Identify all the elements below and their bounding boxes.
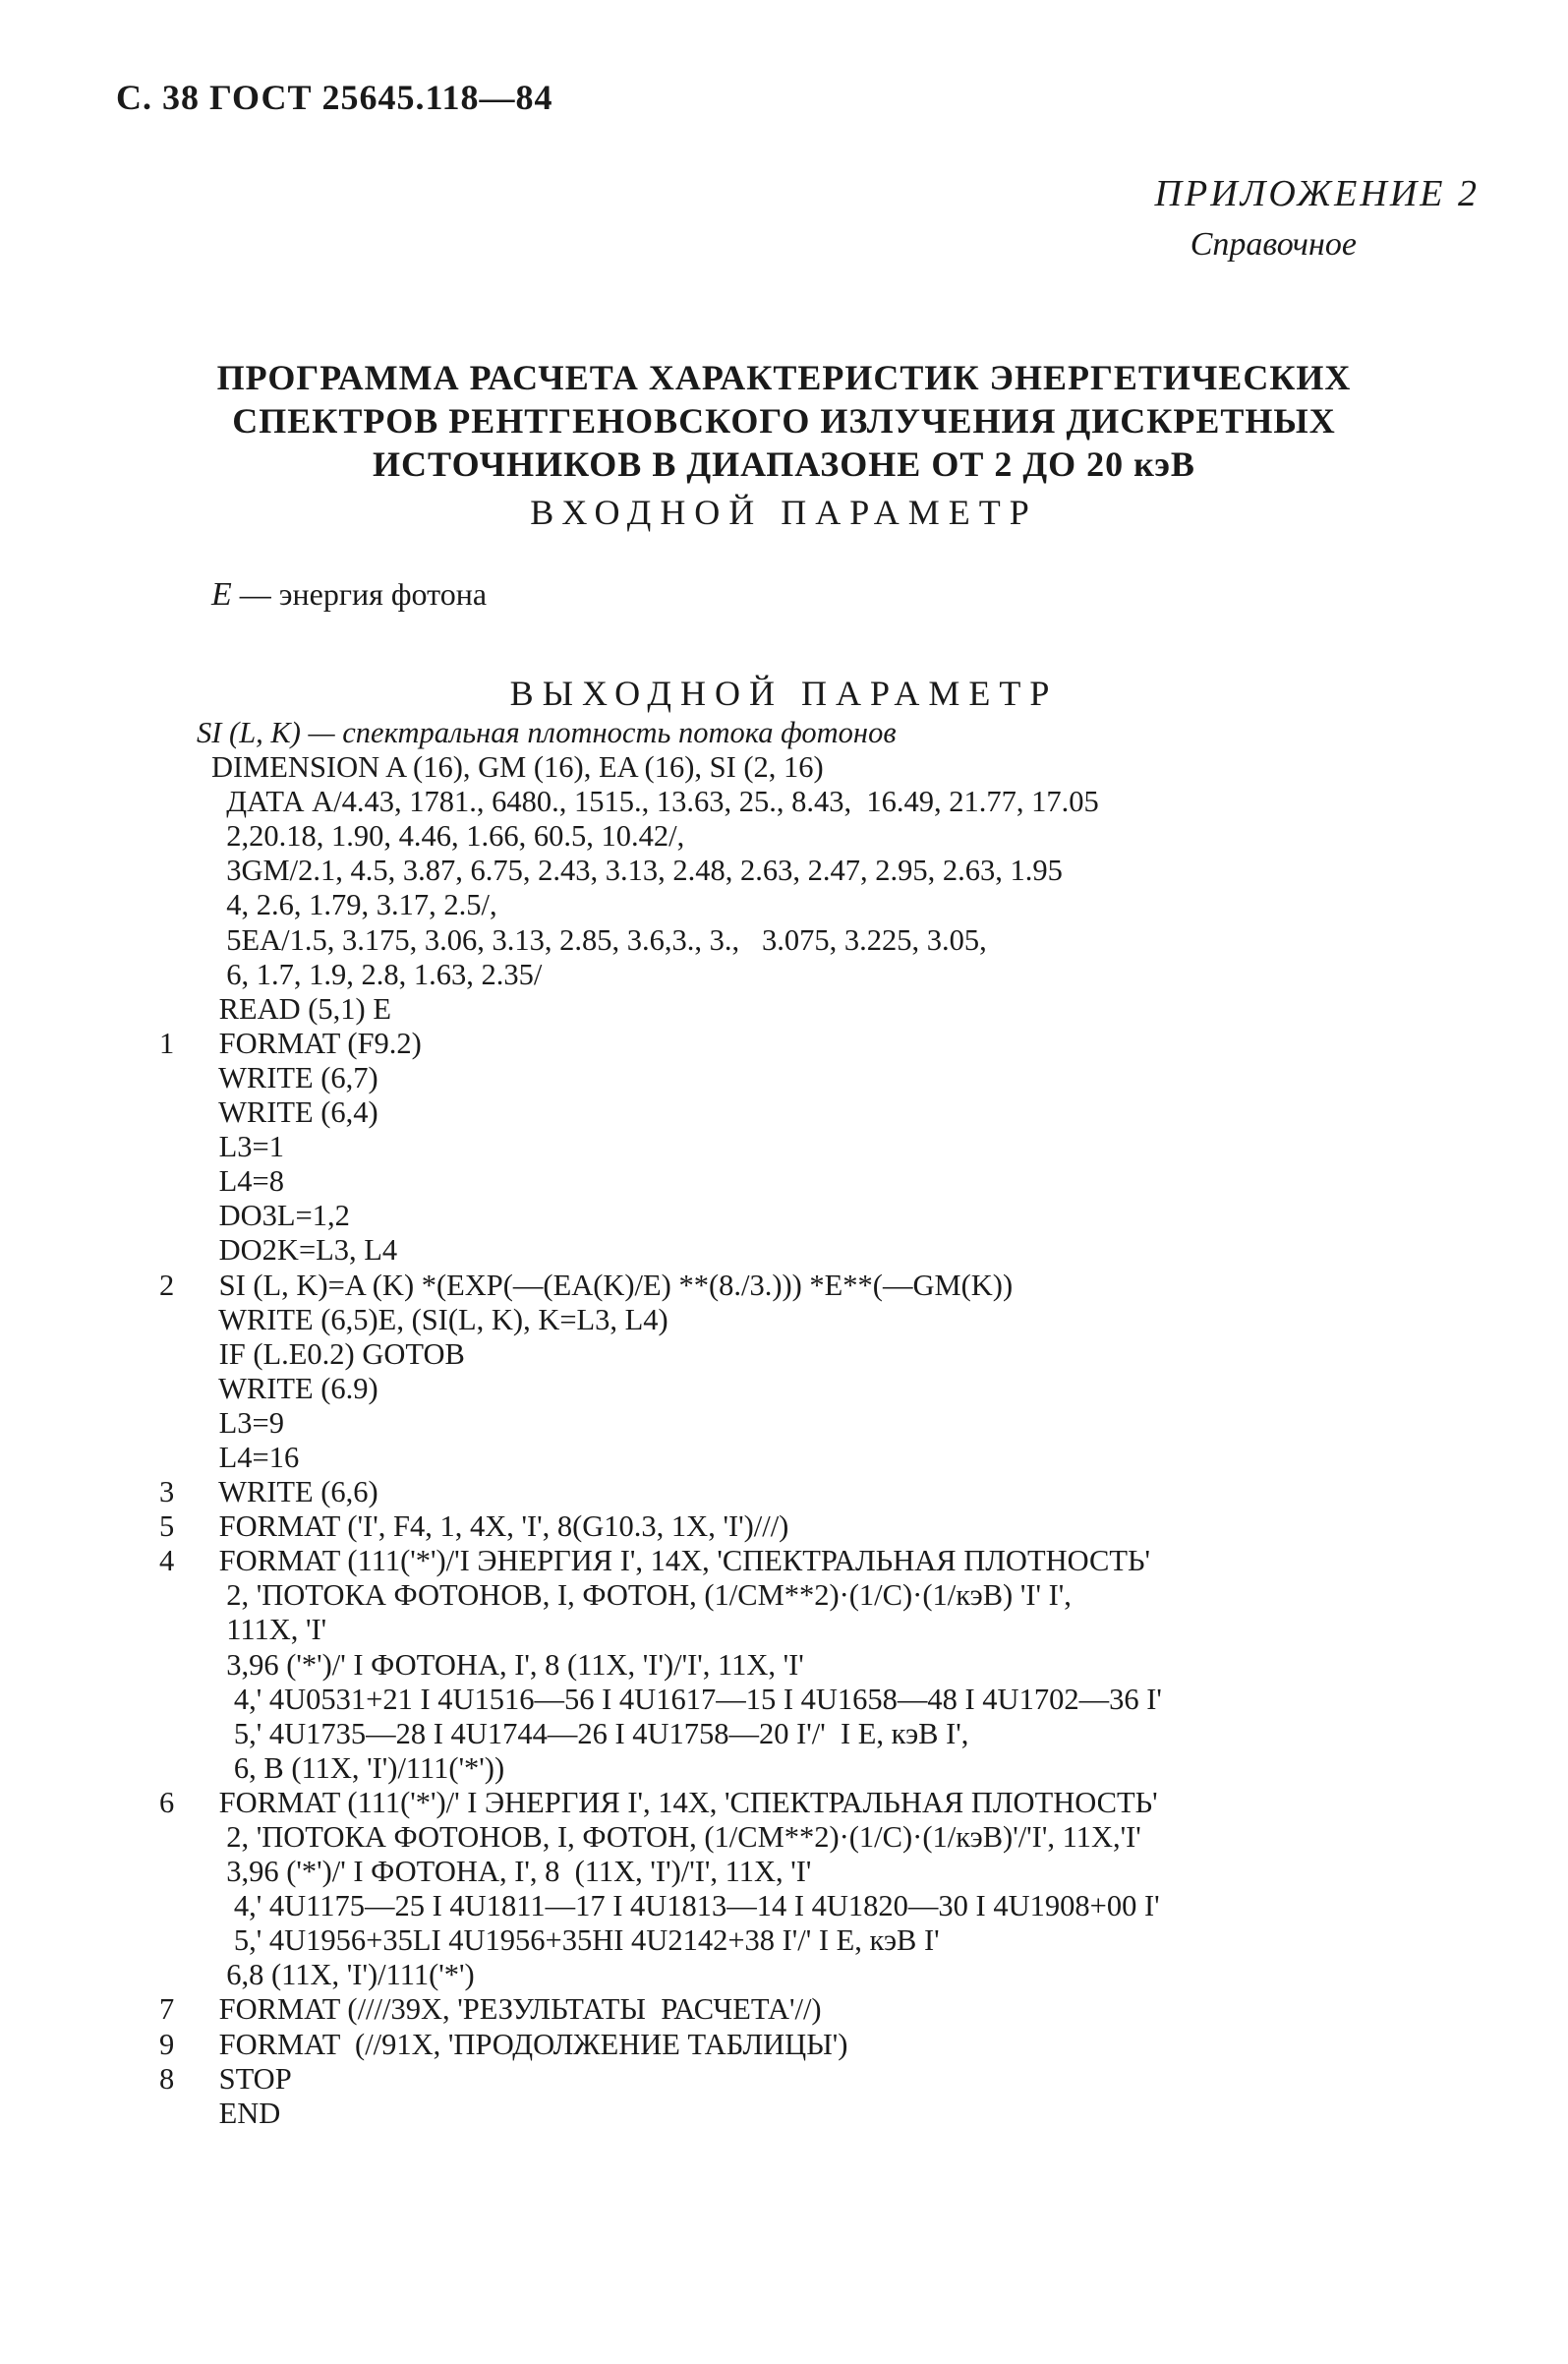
code-text: READ (5,1) E [211, 991, 391, 1026]
code-line [0, 1061, 1568, 1095]
page-header: С. 38 ГОСТ 25645.118—84 [116, 78, 553, 117]
code-line [0, 1992, 1568, 2027]
code-line [0, 1786, 1568, 1820]
code-line [0, 1372, 1568, 1406]
code-line [0, 1613, 1568, 1647]
code-line [0, 1889, 1568, 1923]
code-line [0, 716, 1568, 750]
code-text: WRITE (6,4) [211, 1095, 378, 1130]
code-text: ДАТА A/4.43, 1781., 6480., 1515., 13.63, 25., 8.43, 16.49, 21.77, 17.05 [211, 785, 1099, 819]
program-listing [0, 716, 1568, 2131]
code-line [0, 958, 1568, 992]
code-line [0, 1406, 1568, 1441]
output-parameter-line: SI (L, K) — спектральная плотность потока фотонов [197, 716, 897, 749]
code-text: 2, 'ПОТОКА ФОТОНОВ, I, ФОТОН, (1/СМ**2)·(1/С)·(1/кэВ)'/'I', 11X,'I' [211, 1820, 1141, 1854]
code-line [0, 1820, 1568, 1855]
code-text: 6,8 (11X, 'I')/111('*') [211, 1958, 475, 1992]
code-line [0, 2028, 1568, 2062]
line-number: 7 [159, 1992, 175, 2027]
code-text: 4,' 4U0531+21 I 4U1516—56 I 4U1617—15 I 4U1658—48 I 4U1702—36 I' [211, 1682, 1162, 1716]
code-line [0, 923, 1568, 958]
code-text: 5,' 4U1735—28 I 4U1744—26 I 4U1758—20 I'/' I E, кэВ I', [211, 1716, 969, 1750]
code-text: FORMAT (111('*')/' I ЭНЕРГИЯ I', 14X, 'СПЕКТРАЛЬНАЯ ПЛОТНОСТЬ' [211, 1785, 1158, 1819]
code-text: SI (L, K)=A (K) *(EXP(—(EA(K)/E) **(8./3.))) *E**(—GM(K)) [211, 1268, 1014, 1302]
code-text: 5,' 4U1956+35LI 4U1956+35HI 4U2142+38 I'/' I E, кэВ I' [211, 1923, 940, 1958]
code-line [0, 1958, 1568, 1992]
code-line [0, 1303, 1568, 1337]
code-text: 4, 2.6, 1.79, 3.17, 2.5/, [211, 888, 497, 922]
code-line [0, 2062, 1568, 2097]
code-text: FORMAT ('I', F4, 1, 4X, 'I', 8(G10.3, 1X, 'I')///) [211, 1509, 789, 1544]
code-line [0, 1199, 1568, 1233]
line-number: 8 [159, 2061, 175, 2096]
title-line: ИСТОЧНИКОВ В ДИАПАЗОНЕ ОТ 2 ДО 20 кэВ [373, 444, 1195, 484]
code-line [0, 1683, 1568, 1717]
code-text: END [211, 2096, 281, 2130]
input-parameter [211, 576, 487, 614]
code-line [0, 888, 1568, 922]
title-line: ПРОГРАММА РАСЧЕТА ХАРАКТЕРИСТИК ЭНЕРГЕТИЧЕСКИХ [216, 358, 1352, 397]
appendix-label: ПРИЛОЖЕНИЕ 2 [1154, 173, 1480, 214]
output-heading: ВЫХОДНОЙ ПАРАМЕТР [509, 674, 1059, 713]
code-text: 6, B (11X, 'I')/111('*')) [211, 1750, 505, 1785]
input-heading: ВХОДНОЙ ПАРАМЕТР [530, 493, 1038, 532]
line-number: 2 [159, 1268, 175, 1302]
title-line: СПЕКТРОВ РЕНТГЕНОВСКОГО ИЗЛУЧЕНИЯ ДИСКРЕТНЫХ [232, 401, 1336, 441]
code-line [0, 750, 1568, 785]
line-number: 3 [159, 1475, 175, 1509]
code-line [0, 1717, 1568, 1751]
code-text: FORMAT (//91X, 'ПРОДОЛЖЕНИЕ ТАБЛИЦЫ') [211, 2027, 848, 2061]
code-text: 3,96 ('*')/' I ФОТОНА, I', 8 (11X, 'I')/'I', 11X, 'I' [211, 1647, 804, 1682]
code-line [0, 854, 1568, 888]
code-line [0, 819, 1568, 854]
code-text: FORMAT (////39X, 'РЕЗУЛЬТАТЫ РАСЧЕТА'//) [211, 1992, 822, 2027]
input-desc: — энергия фотона [231, 576, 488, 612]
code-line [0, 1855, 1568, 1889]
reference-label: Справочное [1190, 226, 1357, 263]
code-text: WRITE (6,6) [211, 1475, 378, 1509]
code-line [0, 1233, 1568, 1268]
code-line [0, 1441, 1568, 1475]
code-line [0, 1544, 1568, 1578]
code-line [0, 1027, 1568, 1061]
line-number: 1 [159, 1026, 175, 1060]
code-text: DO3L=1,2 [211, 1199, 350, 1233]
code-text: 5EA/1.5, 3.175, 3.06, 3.13, 2.85, 3.6,3., 3., 3.075, 3.225, 3.05, [211, 922, 987, 957]
code-text: 3,96 ('*')/' I ФОТОНА, I', 8 (11X, 'I')/'I', 11X, 'I' [211, 1855, 812, 1889]
code-text: DO2K=L3, L4 [211, 1233, 398, 1268]
code-text: L3=1 [211, 1130, 284, 1164]
code-text: FORMAT (111('*')/'I ЭНЕРГИЯ I', 14X, 'СПЕКТРАЛЬНАЯ ПЛОТНОСТЬ' [211, 1544, 1150, 1578]
document-title [0, 356, 1568, 486]
code-line [0, 1578, 1568, 1613]
line-number: 5 [159, 1509, 175, 1544]
code-line [0, 2097, 1568, 2131]
code-text: 2, 'ПОТОКА ФОТОНОВ, I, ФОТОН, (1/СМ**2)·(1/С)·(1/кэВ) 'I' I', [211, 1578, 1072, 1613]
code-line [0, 1509, 1568, 1544]
code-line [0, 1648, 1568, 1683]
line-number: 9 [159, 2027, 175, 2061]
code-line [0, 1269, 1568, 1303]
code-line [0, 1923, 1568, 1958]
code-text: L4=8 [211, 1164, 284, 1199]
code-line [0, 1130, 1568, 1164]
code-text: 4,' 4U1175—25 I 4U1811—17 I 4U1813—14 I 4U1820—30 I 4U1908+00 I' [211, 1889, 1160, 1923]
code-text: L4=16 [211, 1440, 300, 1474]
code-text: DIMENSION A (16), GM (16), EA (16), SI (2, 16) [211, 750, 824, 785]
line-number: 4 [159, 1544, 175, 1578]
code-line [0, 1475, 1568, 1509]
code-line [0, 1751, 1568, 1786]
code-text: STOP [211, 2061, 292, 2096]
code-text: L3=9 [211, 1405, 284, 1440]
code-line [0, 1095, 1568, 1130]
line-number: 6 [159, 1785, 175, 1819]
code-text: 3GM/2.1, 4.5, 3.87, 6.75, 2.43, 3.13, 2.48, 2.63, 2.47, 2.95, 2.63, 1.95 [211, 854, 1063, 888]
code-text: 111X, 'I' [211, 1613, 327, 1647]
code-line [0, 1337, 1568, 1372]
code-text: WRITE (6,5)E, (SI(L, K), K=L3, L4) [211, 1302, 668, 1336]
code-text: 6, 1.7, 1.9, 2.8, 1.63, 2.35/ [211, 957, 543, 991]
code-line [0, 992, 1568, 1027]
code-line [0, 785, 1568, 819]
code-text: WRITE (6.9) [211, 1371, 378, 1405]
code-text: 2,20.18, 1.90, 4.46, 1.66, 60.5, 10.42/, [211, 819, 685, 854]
code-text: FORMAT (F9.2) [211, 1026, 422, 1060]
code-line [0, 1164, 1568, 1199]
code-text: WRITE (6,7) [211, 1060, 378, 1094]
code-text: IF (L.E0.2) GOTOB [211, 1336, 465, 1371]
input-symbol: E [211, 576, 232, 613]
